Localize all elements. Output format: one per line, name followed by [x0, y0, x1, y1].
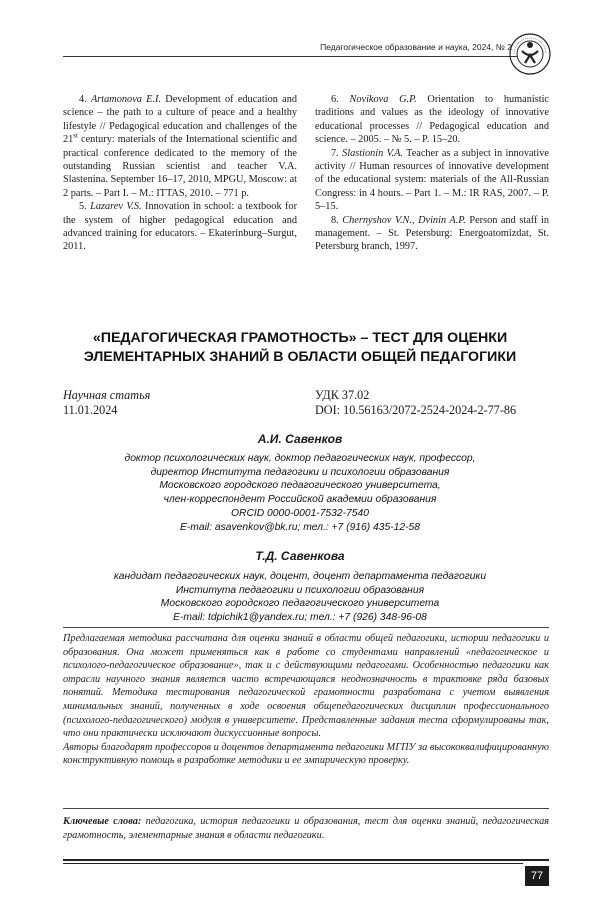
references-left-column — [63, 93, 297, 254]
article-doi: DOI: 10.56163/2072-2524-2024-2-77-86 — [315, 403, 517, 417]
reference-author: Novikova G.P. — [349, 94, 417, 105]
author-name: Т.Д. Савенкова — [255, 549, 345, 563]
keywords-text: педагогика, история педагогики и образования, тест для оценки знаний, педагогическая грамотность, элементарные знания в области педагогики. — [63, 816, 550, 841]
affiliation-line: Института педагогики и психологии образования — [175, 584, 425, 596]
journal-logo-icon — [508, 32, 552, 76]
acknowledgements: Авторы благодарят профессоров и доцентов департамента педагогики МГПУ за высококвалифицированную конструктивную помощь в разработке методики и ее эмпирическую проверку. — [63, 741, 549, 767]
reference-author: Slastionin V.A. — [342, 147, 403, 159]
journal-header: Педагогическое образование и наука, 2024, № 2 — [320, 42, 512, 52]
keywords-top-rule — [63, 808, 549, 809]
reference-item — [315, 147, 549, 214]
reference-number: 8. — [331, 214, 339, 226]
references-right-column — [315, 93, 549, 254]
reference-author: Artamonova E.I. — [91, 94, 162, 105]
reference-text: Innovation in school: a textbook for the system of higher pedagogical education and advanced training for educators. – Ekaterinburg–Surgut, 2011. — [63, 201, 297, 253]
reference-text: Person and staff in management. – St. Petersburg: Energoatomizdat, St. Petersburg branch, 1997. — [315, 214, 549, 253]
reference-text: Development of education and science – the path to a culture of peace and a healthy lifestyle // Pedagogical education and challenges of the 21 — [63, 94, 297, 146]
keywords — [63, 815, 549, 842]
affiliation-line: доктор психологических наук, доктор педагогических наук, профессор, — [124, 453, 476, 464]
article-udc: УДК 37.02 — [315, 388, 370, 402]
footer-rule-thin — [63, 863, 523, 864]
article-date: 11.01.2024 — [63, 403, 118, 417]
contact-line: E-mail: tdpichik1@yandex.ru; тел.: +7 (926) 348-96-08 — [173, 612, 427, 624]
article-title — [50, 329, 550, 367]
reference-number: 4. — [79, 94, 87, 105]
reference-author: Lazarev V.S. — [90, 201, 142, 213]
header-rule — [63, 56, 517, 57]
reference-number: 6. — [331, 94, 339, 105]
abstract-paragraph: Предлагаемая методика рассчитана для оценки знаний в области общей педагогики, истории педагогики и образования. Она может применяться как в работе со студентами направлений «педагогическое и психолого-педагогическое образование», так и с действующими педагогами. Особенностью педагогики как отрасли научного знания является часто встречающаяся неоднозначность в трактовке ряда базовых понятий. Методика тестирования педагогической грамотности разработана с учетом выявления минимальных знаний, полученных в ходе освоения общепедагогических дисциплин профессионального (психолого-педагогического) модуля в университете. Представленные задания теста сформулированы так, что они практически исключают дискуссионные вопросы. — [63, 633, 549, 740]
contact-line: E-mail: asavenkov@bk.ru; тел.: +7 (916) 435-12-58 — [180, 521, 420, 533]
article-type: Научная статья — [63, 388, 151, 402]
reference-text: Orientation to humanistic traditions and values as the ideology of innovative educational processes // Pedagogical education and science. – 2005. – № 5. – P. 15–20. — [315, 94, 549, 146]
author-name: А.И. Савенков — [257, 432, 343, 446]
abstract — [63, 632, 549, 768]
reference-item — [63, 200, 297, 254]
reference-text: Teacher as a subject in innovative activity // Human resources of innovative development of the educational system: materials of the All-Russian Congress: in 4 hours. – Part 1. – M.: IR RAS, 2007. – P. 5–15. — [315, 147, 549, 213]
author-affiliation — [0, 452, 600, 534]
abstract-top-rule — [63, 627, 549, 628]
reference-item — [63, 93, 297, 200]
reference-number: 5. — [79, 201, 87, 213]
reference-number: 7. — [331, 147, 339, 159]
reference-item — [315, 93, 549, 147]
article-title-line-1: «ПЕДАГОГИЧЕСКАЯ ГРАМОТНОСТЬ» – ТЕСТ ДЛЯ ОЦЕНКИ — [92, 330, 508, 346]
article-meta-right — [315, 388, 516, 418]
footer-rule — [63, 859, 549, 861]
reference-text-continued: century: materials of the International scientific and practical conference dedicated to the memory of the outstanding Russian scientist and teacher V.A. Slastenina. September 16–17, 2010, MPGU, Moscow: at 2 parts. – Part I. – M.: ITTAS, 2010. – 771 p. — [63, 134, 297, 199]
reference-author: Chernyshov V.N., Dvinin A.P. — [342, 214, 466, 226]
page-number: 77 — [525, 866, 549, 886]
article-title-line-2: ЭЛЕМЕНТАРНЫХ ЗНАНИЙ В ОБЛАСТИ ОБЩЕЙ ПЕДАГОГИКИ — [83, 349, 517, 365]
affiliation-line: директор Института педагогики и психологии образования — [150, 466, 450, 478]
orcid: ORCID 0000-0001-7532-7540 — [231, 507, 369, 519]
affiliation-line: кандидат педагогических наук, доцент, доцент департамента педагогики — [113, 571, 487, 582]
article-meta-left — [63, 388, 150, 418]
keywords-label: Ключевые слова: — [63, 816, 142, 827]
affiliation-line: Московского городского педагогического университета — [160, 598, 440, 610]
reference-item — [315, 214, 549, 254]
affiliation-line: член-корреспондент Российской академии образования — [163, 494, 437, 506]
author-affiliation — [0, 570, 600, 625]
affiliation-line: Московского городского педагогического университета, — [159, 480, 441, 492]
reference-superscript: st — [73, 131, 78, 140]
